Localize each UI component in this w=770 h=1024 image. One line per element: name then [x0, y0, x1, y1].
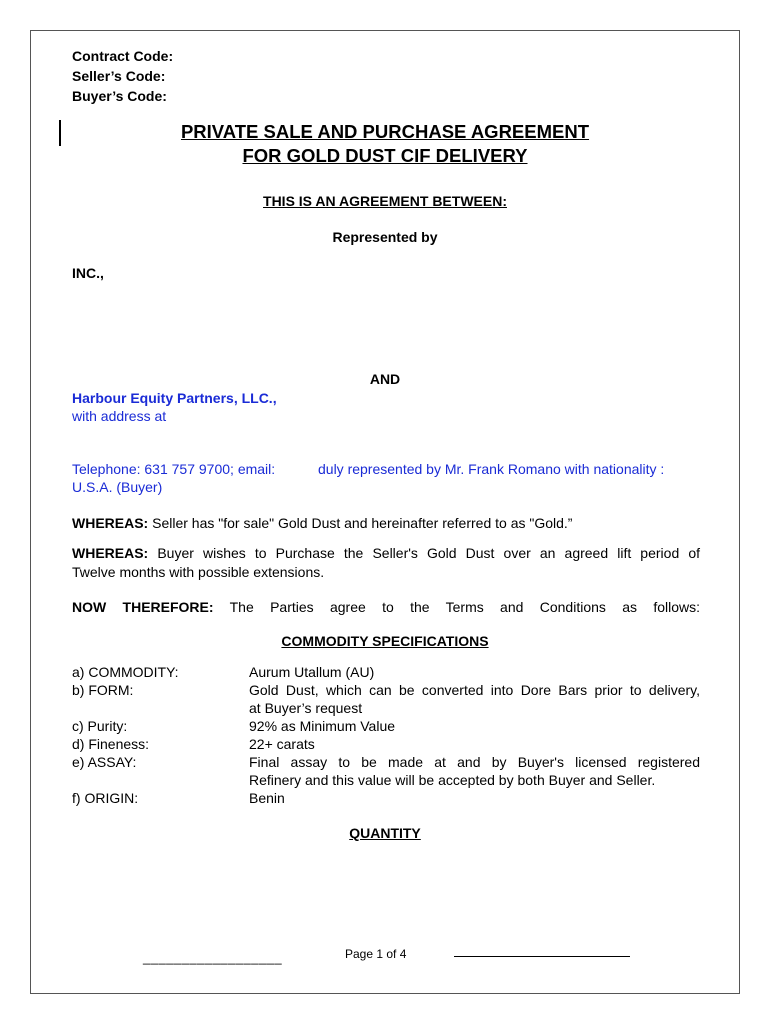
spec-purity-label: c) Purity: [72, 718, 128, 734]
party2-address: with address at [72, 408, 167, 424]
page-number: Page 1 of 4 [345, 947, 407, 961]
now-therefore-label: NOW THEREFORE: [72, 599, 214, 615]
spec-commodity-label: a) COMMODITY: [72, 664, 179, 680]
contract-code-label: Contract Code: [72, 48, 174, 64]
footer-signature-line-left: __________________ [143, 950, 283, 965]
seller-code-label: Seller’s Code: [72, 68, 166, 84]
spec-commodity-value: Aurum Utallum (AU) [249, 664, 375, 680]
codes-block [72, 46, 173, 106]
spec-assay-label: e) ASSAY: [72, 754, 137, 770]
spec-assay-value [249, 753, 700, 789]
spec-origin-label: f) ORIGIN: [72, 790, 139, 806]
document-title-line-1: PRIVATE SALE AND PURCHASE AGREEMENT [180, 121, 590, 142]
spec-form-value [249, 681, 700, 717]
and-separator: AND [369, 371, 401, 387]
agreement-between-heading: THIS IS AN AGREEMENT BETWEEN: [263, 193, 507, 209]
party2-name: Harbour Equity Partners, LLC., [72, 390, 277, 406]
footer-signature-line-right [454, 956, 630, 957]
now-therefore-text: The Parties agree to the Terms and Conditions as follows: [213, 599, 700, 615]
spec-origin-value: Benin [249, 790, 285, 806]
spec-fineness-value: 22+ carats [249, 736, 315, 752]
spec-purity-value: 92% as Minimum Value [249, 718, 396, 734]
party1-name: INC., [72, 265, 104, 281]
party2-representative: duly represented by Mr. Frank Romano with nationality : [318, 461, 665, 477]
commodity-specifications-heading: COMMODITY SPECIFICATIONS [281, 633, 489, 649]
page-border [30, 30, 740, 994]
buyer-code-label: Buyer’s Code: [72, 88, 167, 104]
spec-form-label: b) FORM: [72, 682, 134, 698]
whereas-clause-2 [72, 544, 700, 582]
whereas-text: Buyer wishes to Purchase the Seller's Gold Dust over an agreed lift period of [148, 545, 700, 561]
whereas2-line2: Twelve months with possible extensions. [72, 564, 325, 580]
whereas-clause-1 [72, 514, 700, 533]
whereas-label: WHEREAS: [72, 545, 149, 561]
represented-by-label: Represented by [332, 229, 438, 245]
document-title-line-2: FOR GOLD DUST CIF DELIVERY [242, 145, 528, 166]
spec-form-value-line2: at Buyer’s request [249, 700, 363, 716]
spec-form-value-line1: Gold Dust, which can be converted into Dore Bars prior to delivery, [249, 682, 700, 698]
party2-telephone: Telephone: 631 757 9700; email: [72, 461, 276, 477]
whereas-text: Seller has "for sale" Gold Dust and hereinafter referred to as "Gold.” [148, 515, 573, 531]
quantity-heading: QUANTITY [349, 825, 421, 841]
spec-assay-value-line2: Refinery and this value will be accepted by both Buyer and Seller. [249, 772, 656, 788]
spec-assay-value-line1: Final assay to be made at and by Buyer's licensed registered [249, 754, 700, 770]
party2-nationality: U.S.A. (Buyer) [72, 479, 163, 495]
spec-fineness-label: d) Fineness: [72, 736, 150, 752]
whereas2-line1 [72, 544, 700, 563]
now-therefore-clause [72, 598, 700, 617]
whereas-label: WHEREAS: [72, 515, 149, 531]
